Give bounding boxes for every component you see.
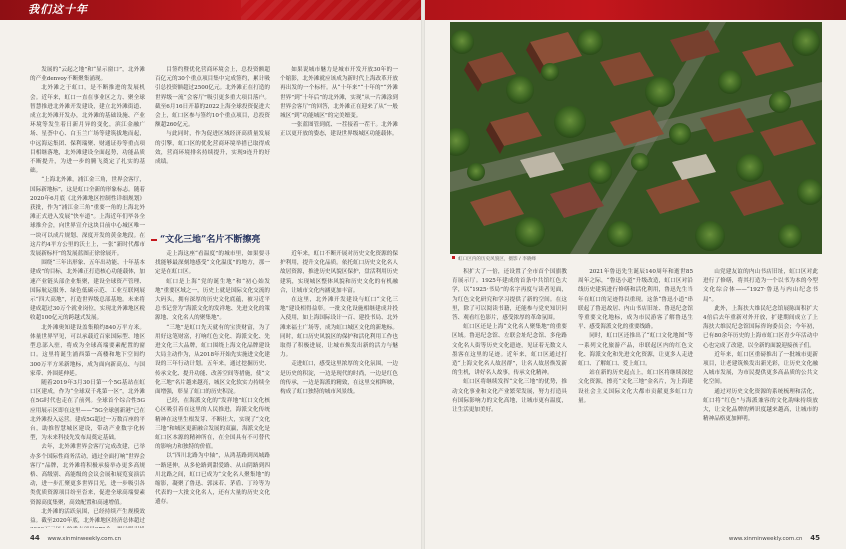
paragraph: 与此同时，作为促进区域经济高质量发展的引擎，虹口区的优化营商环境举措已取得成效，营商环境排名持续提升，实现9连升的好成绩。 xyxy=(155,131,270,166)
text-column-8 xyxy=(703,268,818,528)
paragraph: 近年来，虹口区重磅推出了一批城市更新项目，让老建筑焕发出新光彩，让历史文化融入城市发展，为市民提供更多高品质的公共文化空间。 xyxy=(703,351,818,386)
paragraph: 目签约暨优化营商环境会上，总投资额超百亿元的30个重点项目集中完成签约，累计吸引总投资额超过2500亿元。北外滩正在打造的世界级一流“会客厅”吸引更多重大项目落户。截至6月16日开幕的2022上海全球投资促进大会上，虹口区参与签约10个重点项目，总投资额超260亿元。 xyxy=(155,67,270,129)
paragraph: 北外滩奥知建设盖集粮约840万平方米。体量世界罕见，可以承载近百家国际型、地区型总部入驻，将成为全球高端要素配置的窗口。这里将诞生浦西第一高楼和地下空间约300万平方米新地标，成为面向新高点、与国家带、外围延伸延。 xyxy=(30,324,145,377)
paragraph: 走上海这座“看温度”的城市里，如果要寻找能够最深刻地感受“文化温度”的地方，那一定是在虹口区。 xyxy=(155,251,270,276)
paragraph: 北外滩的活跃氛围，已经持续产生规模效益。截至2020年底，北外滩地区经济总体超过 xyxy=(30,508,145,524)
text-column-3 xyxy=(280,66,398,226)
paragraph: 围绕“三年出形象、五年出功能、十年基本建成”的目标，北外滩正打造核心功能载体，加速产业链头部企业集聚，建设全球资产管理、国际航运服务、绿色低碳示范、工业互联网展示“四大高地”，打造世界级总部基地。未来将建成超过30万个就业岗位，实现北外滩地区税收超100亿元的跨越式发展。 xyxy=(30,260,145,322)
aerial-photo-illustration xyxy=(450,22,822,254)
paragraph: “三地”是虹口先天就有的宝贵财富，为了用好这笔财富，打响红色文化、海派文化、先进文化三大品牌，虹口围绕上海文化品牌建设大局主动作为，从2018年开始先实施进文化建设的三年行动计划。五年来，通过挖掘历史、传承文化、提升功能、改善空间等措施，使“文化三地”名片越来越亮，城区文化软实力持续全面增强，彰显了虹口的历史积淀。 xyxy=(155,324,270,396)
aerial-photo xyxy=(450,22,822,254)
paragraph: 一张蓝图管到底、一茬接着一茬干。北外滩正以更开放的姿态，建设世界级城区功能载体。 xyxy=(280,122,398,138)
column-title: 我们这十年 xyxy=(28,3,88,16)
footer-url-right: www.xinminweekly.com.cn xyxy=(728,536,803,542)
paragraph: 站在新的历史起点上，虹口区将继续深挖文化资源，擦亮“文化三地”金名片，为上海建设社会主义国际文化大都市贡献更多虹口力量。 xyxy=(578,370,693,404)
text-column-5 xyxy=(280,250,398,528)
paragraph: 走进虹口，感受这里浓厚的文化氛围，一边是历史的积淀，一边是现代的时尚，一边是红色的传承，一边是海派的精致，在这里交相辉映，构成了虹口独特的城市风景线。 xyxy=(280,361,398,396)
footer-url-left: www.xinminweekly.com.cn xyxy=(47,536,122,542)
text-column-6 xyxy=(452,268,567,528)
paragraph: 已经，在海派文化的“发祥地”虹口文化核心区吸引着在这里的人民推进，海派文化传统精神在这里生根发芽、不断壮大，实现了“文化三地”和城区更新融合发展的双赢，海派文化是虹口区本源的精神所在，在全国具有不可替代的影响力和独特的价值。 xyxy=(155,398,270,451)
text-column-4 xyxy=(155,250,270,528)
paragraph: 同时，虹口区还推出了“虹口文化地图”等一系列文化旅游产品，串联起区内的红色文化、海派文化和先进文化资源，让更多人走进虹口、了解虹口、爱上虹口。 xyxy=(578,333,693,368)
paragraph: 虹口区还是上海“文化名人聚集地”的重要区域。鲁迅纪念馆、左联会址纪念馆、多伦路文化名人街等历史文化遗迹，见证着无数文人墨客在这里的足迹。近年来，虹口区通过打造“上海文化名人故居群”，让名人故居焕发新的生机，讲好名人故事，传承文化精神。 xyxy=(452,324,567,377)
paragraph: 此外，上海扶大维民纪念馆展陈面积扩大4倍后去年重新对外开放，扩建期间成立了上海扶大维民纪念馆国际咨询委员会；今年初，已有80余年历史的上海市虹口区青少年活动中心也完成了改建，以全新的面貌迎接孩子们。 xyxy=(703,305,818,349)
page-number-right: 45 xyxy=(810,534,820,542)
paragraph: 如果说城市魅力是城市开发开放30年的一个缩影，北外滩就应该成为新时代上海改革开放再出发的一个标杆。从“十年来”“十年的”“外滩世界”到“十年后”的北外滩，实现“从一片滩涂到世界会客厅”的回答，北外滩正在迎来了从“一般城区”到“功能城区”的完美嬗变。 xyxy=(280,67,398,120)
paragraph: 去年，北外滩世界会客厅完成改建，已举办多个国际性商务活动，通过全面打响“世界会客厅”品牌，北外滩将积极承接举办更多高规格、高级别、高能级的会议会展和展览宴演活动，进一步汇聚更多世界目光，进一步吸引各类优质资源项目纷至沓来，促进全球高端要素资源高度集聚，高效配置和高速增值。 xyxy=(30,444,145,506)
paragraph: 发展的“云起之地”和“显示窗口”，北外滩的产业denvoy不断聚集涌现。 xyxy=(30,67,145,83)
page-number-left: 44 xyxy=(30,534,40,542)
page-gutter xyxy=(421,0,425,549)
section-heading: “文化三地”名片不断擦亮 xyxy=(160,234,390,246)
paragraph: 以“四川北路为中轴”，从鸿基路到凤城路一路延伸，从多伦路到甜爱路、从山阴路到四川北路之间，虹口已成为“文化名人聚集地”的缩影，凝聚了鲁迅、郭沫若、茅盾、丁玲等为代表的一大批文化名人，还有大量的历史文化遗存。 xyxy=(155,453,270,506)
header-band-left xyxy=(0,0,421,20)
paragraph: 在这里，北外滩开发建设与虹口“文化三地”建设相得益彰。一批文化设施相继建成并投入使用，如上海国际设计一百、建投书局、北外滩来福士广场等，成为虹口城区文化的新地标。同时，虹口历史风貌区的保护和活化利用工作也取得了积极进展，让城市焕发出新的活力与魅力。 xyxy=(280,297,398,359)
paragraph: 随着2019年3月30日第一个5G基站在虹口区建成，作为“全球双千兆第一区”，北外滩在5G时代也走在了前列。全球首个综合性5G应用展示区即在这里——“5G全球创新港”已在北外滩投入运营。建成5G超过一万数百座的平台，助推智慧城区建设，带动产业数字化转型，为未来科技先发布局奠定基础。 xyxy=(30,379,145,442)
paragraph: “上海北外滩，浦江金三角，世界会客厅，国际新地标”，这是虹口全新的形象标志。随着2020年6月底《北外滩地区控制性详细规划》获批，作为“浦江金三角”重要一角的上海北外滩正式进入发展“快车道”。上海近年们毕各全球推介会，向世界宣介这块目前中心城区唯一一块可以成片规划、深度开发的黄金地段。在这片约4平方公里的沃土上，一张“新时代都市发展新标杆”的发展蓝图正徐徐展开。 xyxy=(30,177,145,258)
paragraph: 近年来，虹口不断开展对历史文化资源的保护利用，提升文化品质。依托虹口历史文化名人故居资源，推进历史风貌区保护，盘活利用历史建筑，实现城区整体风貌和历史文化的有机融合，让城市文化内涵更加丰富。 xyxy=(280,251,398,294)
header-decoration xyxy=(241,0,421,20)
paragraph: 山党建友谊的内山书店旧址，虹口区对此进行了修缮，将其打造为一个以书为本的今型文化综合体——“1927·鲁迅与内山纪念书局”。 xyxy=(703,269,818,303)
text-column-7 xyxy=(578,268,693,528)
text-column-1 xyxy=(30,66,145,528)
paragraph: 2021年鲁迅先生诞辰140周年和逝世85周年之际，“鲁迅小道”升级改造，虹口区对沿线历史建筑进行修缮和活化利用，鲁迅先生当年在虹口的足迹得以重现。这条“鲁迅小道”串联起了鲁迅故居、内山书店旧址、鲁迅纪念馆等重要文化地标，成为市民游客了解鲁迅生平、感受海派文化的重要线路。 xyxy=(578,269,693,331)
paragraph: 北外滩之于虹口，是不断推进的发展机会。近年来，虹口一直在事业区之力、聚全球智慧推进北外滩开发建设，建立北外滩街道、成立北外滩开发办，北外滩的基础设施、产业环境等发生着日新月异的变化，滨江金融广场、星荟中心、白玉兰广场等建筑拔地而起，中远海运集团、保利瑞聚、财通证券等重点项目相继落地，北外滩建设全面起势，功能品质不断提升，为进一步的腾飞奠定了扎实的基础。 xyxy=(30,85,145,175)
paragraph: 虹口区将继续发挥“文化三地”的优势，推动文化事业和文化产业繁荣发展，努力打造具有国际影响力的文化高地，让城市更有温度，让生活更加美好。 xyxy=(452,379,567,414)
photo-caption: 虹口区内的历史风貌区，摄影 / 李晓峰 xyxy=(452,256,702,264)
paragraph: 虹口是上海“党的诞生地”和“初心始发地”重要区域之一，历史上就是国际文化交流的大码头，拥有深厚的历史文化底蕴，被习近平总书记誉为“海派文化的发祥地、先进文化的策源地、文化名人的聚集地”。 xyxy=(155,278,270,322)
paragraph: 通过对历史文化资源的系统梳理和活化，虹口将“红色”与海派兼容的文化韵味持续放大，让文化品牌的辨识度越来越高，让城市的精神品格更加鲜明。 xyxy=(703,388,818,423)
footer-right xyxy=(640,533,820,543)
paragraph: 积扩大了一倍，还设置了全市首个国旗教育展示厅。1925年建成的首条中共馆红色大学，以“1925·书局”的名字再度与读者见面，为红色文化研究和学习提供了新的空间。在这里，除了可以阅读书籍，还能参与党史知识问答、观看红色影片，感受浓厚的革命氛围。 xyxy=(452,269,567,322)
header-band-right xyxy=(425,0,846,20)
footer-left xyxy=(30,533,230,543)
text-column-2 xyxy=(155,66,270,226)
